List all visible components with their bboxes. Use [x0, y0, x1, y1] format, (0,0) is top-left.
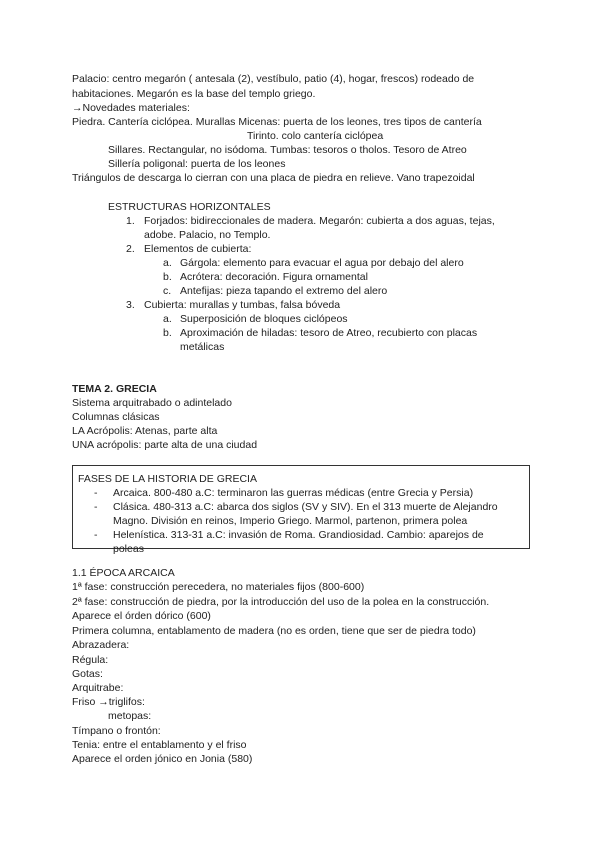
list-item: Gárgola: elemento para evacuar el agua por debajo del alero [180, 257, 464, 269]
arcaica-line: 1ª fase: construcción perecedera, no materiales fijos (800-600) [72, 581, 365, 593]
list-item: Superposición de bloques ciclópeos [180, 313, 348, 325]
list-item: adobe. Palacio, no Templo. [144, 229, 271, 241]
arcaica-line: Régula: [72, 654, 109, 666]
tema-line: Columnas clásicas [72, 411, 160, 423]
arcaica-line: metopas: [108, 710, 152, 722]
list-number: 2. [126, 243, 135, 255]
intro-line: Triángulos de descarga lo cierran con una placa de piedra en relieve. Vano trapezoidal [72, 172, 475, 184]
fase-item: Clásica. 480-313 a.C: abarca dos siglos (SV y SIV). En el 313 muerte de Alejandro [113, 501, 498, 513]
fase-item: poleas [113, 543, 144, 555]
fase-item: Magno. División en reinos, Imperio Griego. Marmol, partenon, primera polea [113, 515, 468, 527]
intro-line: Tirinto. colo cantería ciclópea [247, 130, 384, 142]
list-letter: b. [163, 271, 172, 283]
list-number: 3. [126, 299, 135, 311]
list-letter: a. [163, 313, 172, 325]
fases-title: FASES DE LA HISTORIA DE GRECIA [78, 473, 257, 485]
arcaica-line: Primera columna, entablamento de madera (no es orden, tiene que ser de piedra todo) [72, 625, 476, 637]
intro-line: Sillares. Rectangular, no isódoma. Tumbas: tesoros o tholos. Tesoro de Atreo [108, 144, 467, 156]
list-item: Antefijas: pieza tapando el extremo del alero [180, 285, 388, 297]
list-item: Forjados: bidireccionales de madera. Megarón: cubierta a dos aguas, tejas, [144, 215, 495, 227]
list-item: Acrótera: decoración. Figura ornamental [180, 271, 368, 283]
tema-line: UNA acrópolis: parte alta de una ciudad [72, 439, 258, 451]
list-item: metálicas [180, 341, 225, 353]
arcaica-title: 1.1 ÉPOCA ARCAICA [72, 567, 175, 579]
arcaica-line: Tenia: entre el entablamento y el friso [72, 739, 247, 751]
list-letter: b. [163, 327, 172, 339]
bullet-dash: - [94, 529, 98, 541]
tema-line: LA Acrópolis: Atenas, parte alta [72, 425, 218, 437]
arcaica-line: Tímpano o frontón: [72, 725, 161, 737]
fase-item: Arcaica. 800-480 a.C: terminaron las guerras médicas (entre Grecia y Persia) [113, 487, 474, 499]
list-letter: c. [163, 285, 172, 297]
intro-line: →Novedades materiales: [72, 102, 190, 114]
intro-line: Piedra. Cantería ciclópea. Murallas Micenas: puerta de los leones, tres tipos de cantería [72, 116, 482, 128]
intro-line: Palacio: centro megarón ( antesala (2), vestíbulo, patio (4), hogar, frescos) rodeado de [72, 73, 475, 85]
bullet-dash: - [94, 501, 98, 513]
list-item: Aproximación de hiladas: tesoro de Atreo, recubierto con placas [180, 327, 478, 339]
arcaica-line: Friso →triglifos: [72, 696, 145, 708]
arcaica-line: Aparece el orden jónico en Jonia (580) [72, 753, 253, 765]
arcaica-line: 2ª fase: construcción de piedra, por la introducción del uso de la polea en la construcción. [72, 596, 490, 608]
section-heading: ESTRUCTURAS HORIZONTALES [108, 201, 271, 213]
intro-line: Sillería poligonal: puerta de los leones [108, 158, 286, 170]
list-item: Cubierta: murallas y tumbas, falsa bóveda [144, 299, 341, 311]
arcaica-line: Arquitrabe: [72, 682, 124, 694]
intro-line: habitaciones. Megarón es la base del templo griego. [72, 88, 316, 100]
list-number: 1. [126, 215, 135, 227]
list-item: Elementos de cubierta: [144, 243, 252, 255]
tema-line: Sistema arquitrabado o adintelado [72, 397, 232, 409]
list-letter: a. [163, 257, 172, 269]
arcaica-line: Aparece el órden dórico (600) [72, 610, 211, 622]
tema-title: TEMA 2. GRECIA [72, 383, 157, 395]
bullet-dash: - [94, 487, 98, 499]
fase-item: Helenística. 313-31 a.C: invasión de Roma. Grandiosidad. Cambio: aparejos de [113, 529, 484, 541]
arcaica-line: Gotas: [72, 668, 103, 680]
arcaica-line: Abrazadera: [72, 639, 130, 651]
